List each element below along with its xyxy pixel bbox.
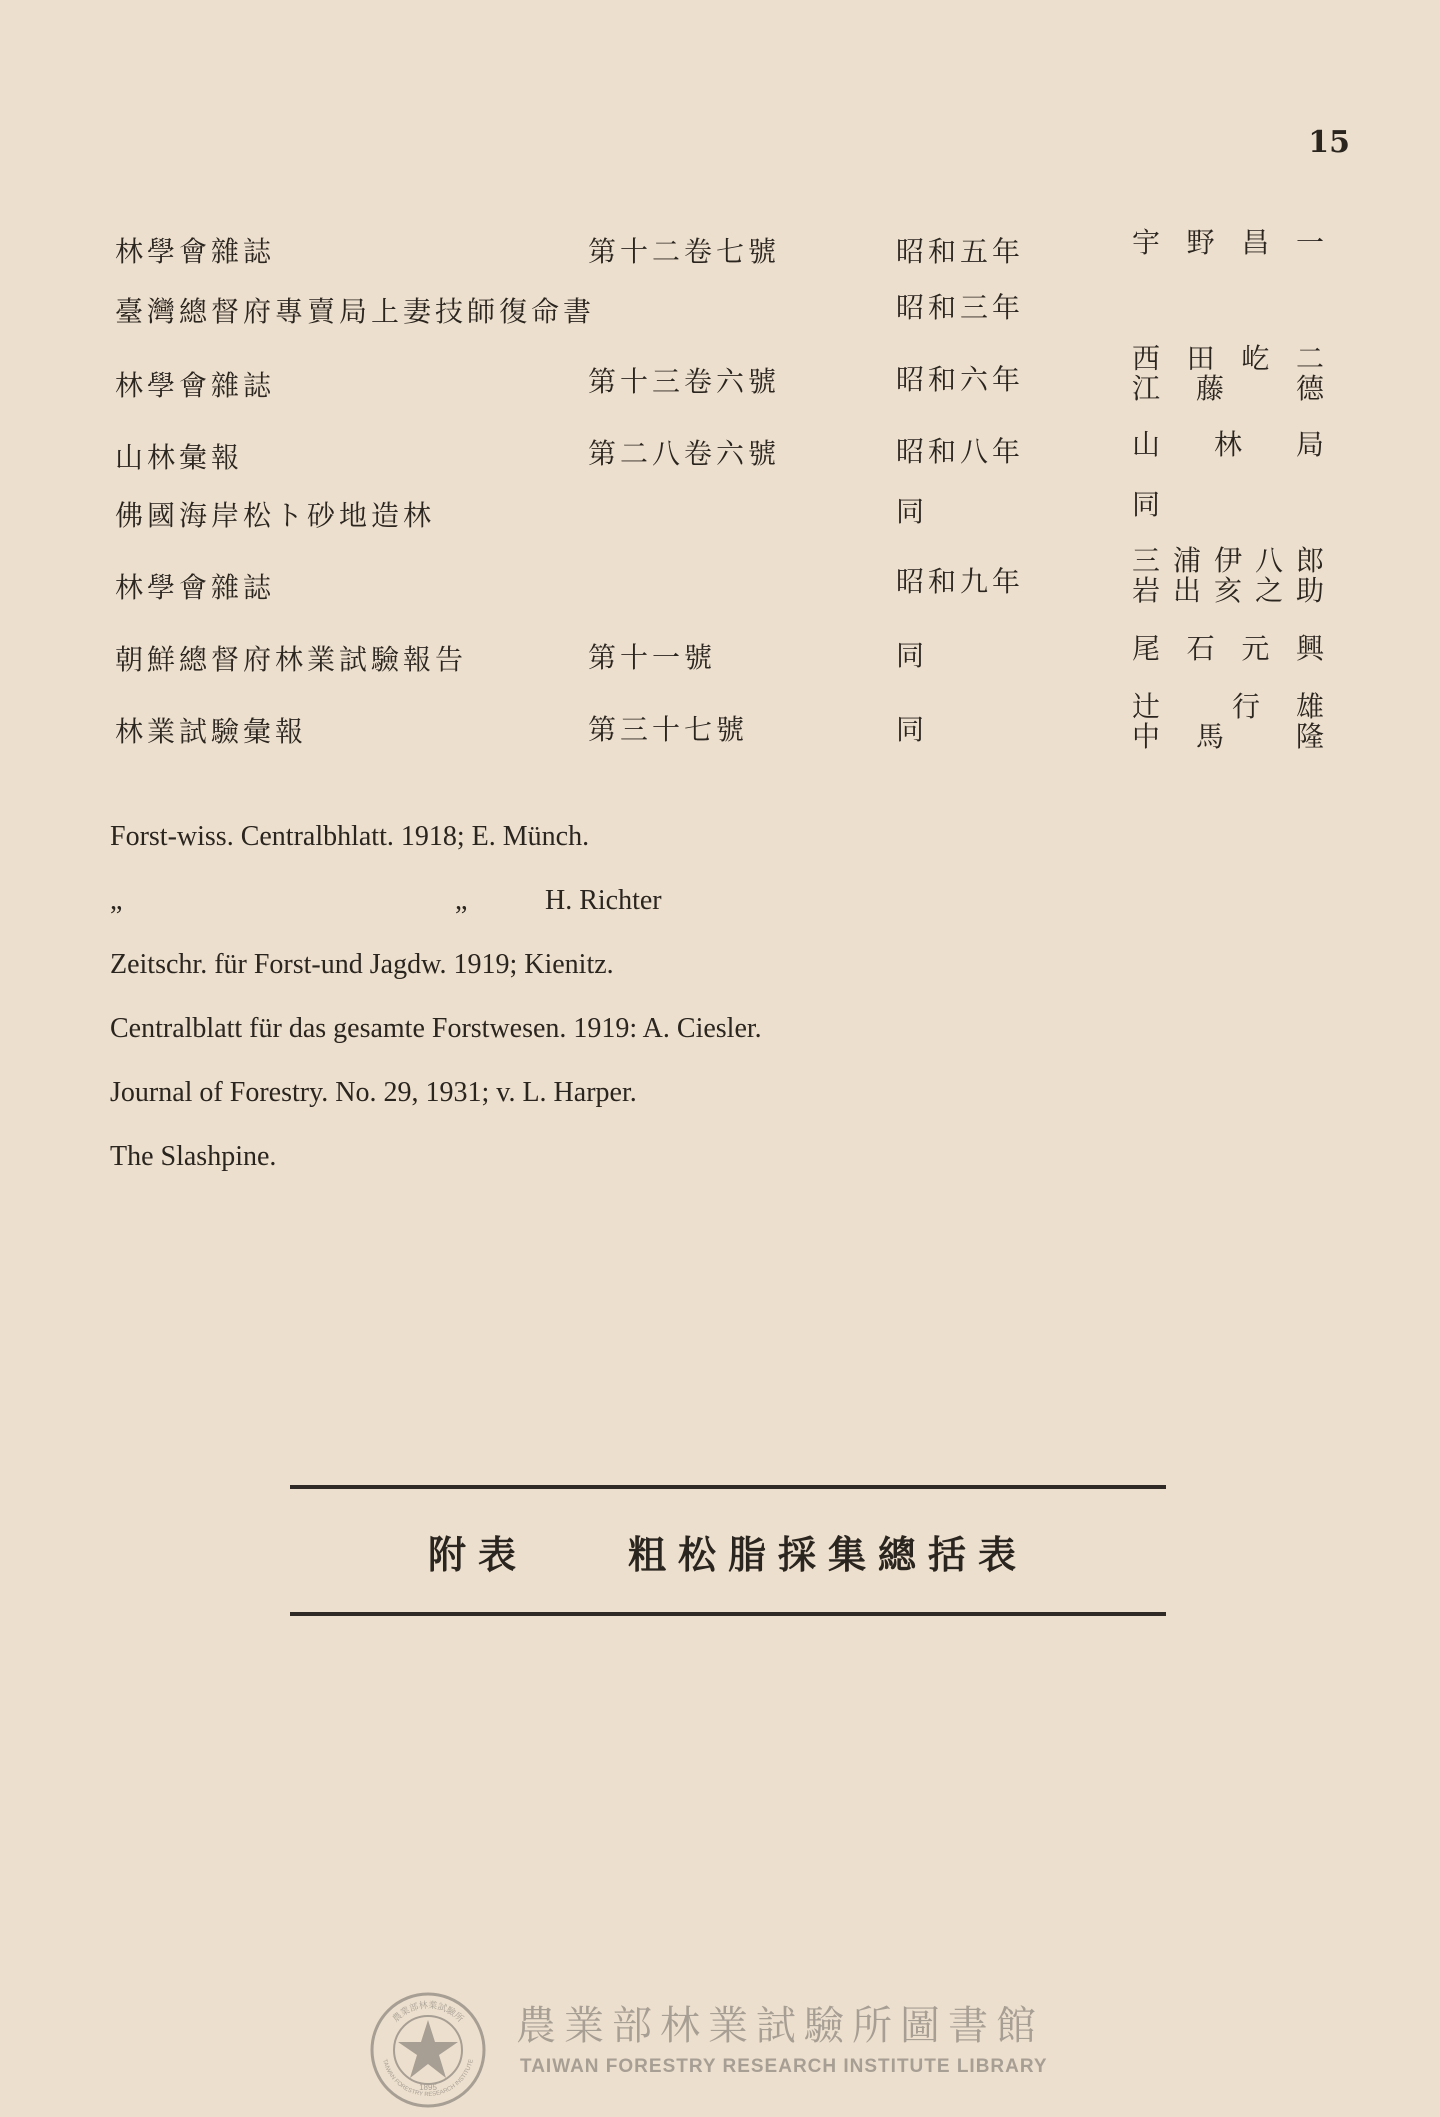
library-name-english: TAIWAN FORESTRY RESEARCH INSTITUTE LIBRARY bbox=[520, 2056, 1048, 2077]
reference-volume: 第三十七號 bbox=[588, 713, 749, 746]
western-reference-author: H. Richter bbox=[545, 885, 662, 916]
reference-row bbox=[0, 428, 1440, 496]
reference-author: 山 林 局 bbox=[1132, 428, 1324, 461]
reference-row bbox=[0, 342, 1440, 424]
western-reference: Zeitschr. für Forst-und Jagdw. 1919; Kienitz. bbox=[110, 949, 614, 980]
reference-row bbox=[0, 690, 1440, 770]
reference-volume: 第十三卷六號 bbox=[588, 365, 781, 398]
reference-volume: 第十二卷七號 bbox=[588, 235, 781, 268]
appendix-heading bbox=[290, 1524, 1166, 1579]
reference-volume: 第二八卷六號 bbox=[588, 437, 781, 470]
reference-author: 宇 野 昌 一 bbox=[1132, 226, 1324, 259]
reference-title: 林學會雜誌 bbox=[115, 235, 276, 268]
reference-row bbox=[0, 290, 1440, 350]
library-seal-icon bbox=[368, 1990, 488, 2110]
reference-year: 昭和六年 bbox=[896, 363, 1025, 396]
appendix-rule-bottom bbox=[290, 1612, 1166, 1616]
reference-author: 同 bbox=[1132, 488, 1161, 521]
reference-year: 同 bbox=[896, 639, 929, 672]
appendix-rule-top bbox=[290, 1485, 1166, 1489]
reference-author: 尾 石 元 興 bbox=[1132, 632, 1324, 665]
reference-row bbox=[0, 544, 1440, 626]
western-reference: Forst-wiss. Centralbhlatt. 1918; E. Münch. bbox=[110, 821, 590, 852]
ditto-mark: „ bbox=[110, 885, 123, 916]
reference-title: 朝鮮總督府林業試驗報告 bbox=[115, 643, 468, 676]
western-reference-ditto bbox=[110, 869, 1210, 933]
reference-year: 昭和三年 bbox=[896, 291, 1025, 324]
appendix-title: 粗松脂採集總括表 bbox=[628, 1533, 1029, 1577]
library-watermark bbox=[368, 1990, 1088, 2110]
reference-year: 昭和五年 bbox=[896, 235, 1025, 268]
reference-author: 西 田 屹 二 江 藤 德 bbox=[1132, 342, 1324, 405]
svg-text:TAIWAN FORESTRY RESEARCH INSTI: TAIWAN FORESTRY RESEARCH INSTITUTE bbox=[381, 2058, 475, 2099]
western-reference: Centralblatt für das gesamte Forstwesen. 1919: A. Ciesler. bbox=[110, 1013, 762, 1044]
reference-year: 昭和九年 bbox=[896, 565, 1025, 598]
reference-title: 佛國海岸松ト砂地造林 bbox=[115, 499, 436, 532]
reference-title: 林業試驗彙報 bbox=[115, 715, 308, 748]
ditto-mark: „ bbox=[455, 885, 468, 916]
svg-text:農業部林業試驗所: 農業部林業試驗所 bbox=[391, 2000, 465, 2025]
reference-year: 同 bbox=[896, 495, 929, 528]
appendix-label: 附表 bbox=[427, 1533, 528, 1577]
reference-row bbox=[0, 226, 1440, 290]
western-reference-list bbox=[110, 805, 1210, 1189]
library-name: 農業部林業試驗所圖書館 bbox=[516, 2003, 1044, 2049]
reference-author: 辻 行 雄 中 馬 隆 bbox=[1132, 690, 1324, 753]
page-number: 15 bbox=[1308, 125, 1350, 160]
reference-year: 同 bbox=[896, 713, 929, 746]
svg-text:1895: 1895 bbox=[419, 2083, 437, 2092]
reference-title: 林學會雜誌 bbox=[115, 369, 276, 402]
reference-author: 三 浦 伊 八 郎 岩 出 亥 之 助 bbox=[1132, 544, 1324, 607]
reference-title: 臺灣總督府專賣局上妻技師復命書 bbox=[115, 295, 596, 328]
reference-volume: 第十一號 bbox=[588, 641, 717, 674]
western-reference: Journal of Forestry. No. 29, 1931; v. L. Harper. bbox=[110, 1077, 637, 1108]
reference-title: 山林彙報 bbox=[115, 441, 244, 474]
reference-year: 昭和八年 bbox=[896, 435, 1025, 468]
reference-title: 林學會雜誌 bbox=[115, 571, 276, 604]
western-reference: The Slashpine. bbox=[110, 1141, 277, 1172]
reference-row bbox=[0, 632, 1440, 698]
